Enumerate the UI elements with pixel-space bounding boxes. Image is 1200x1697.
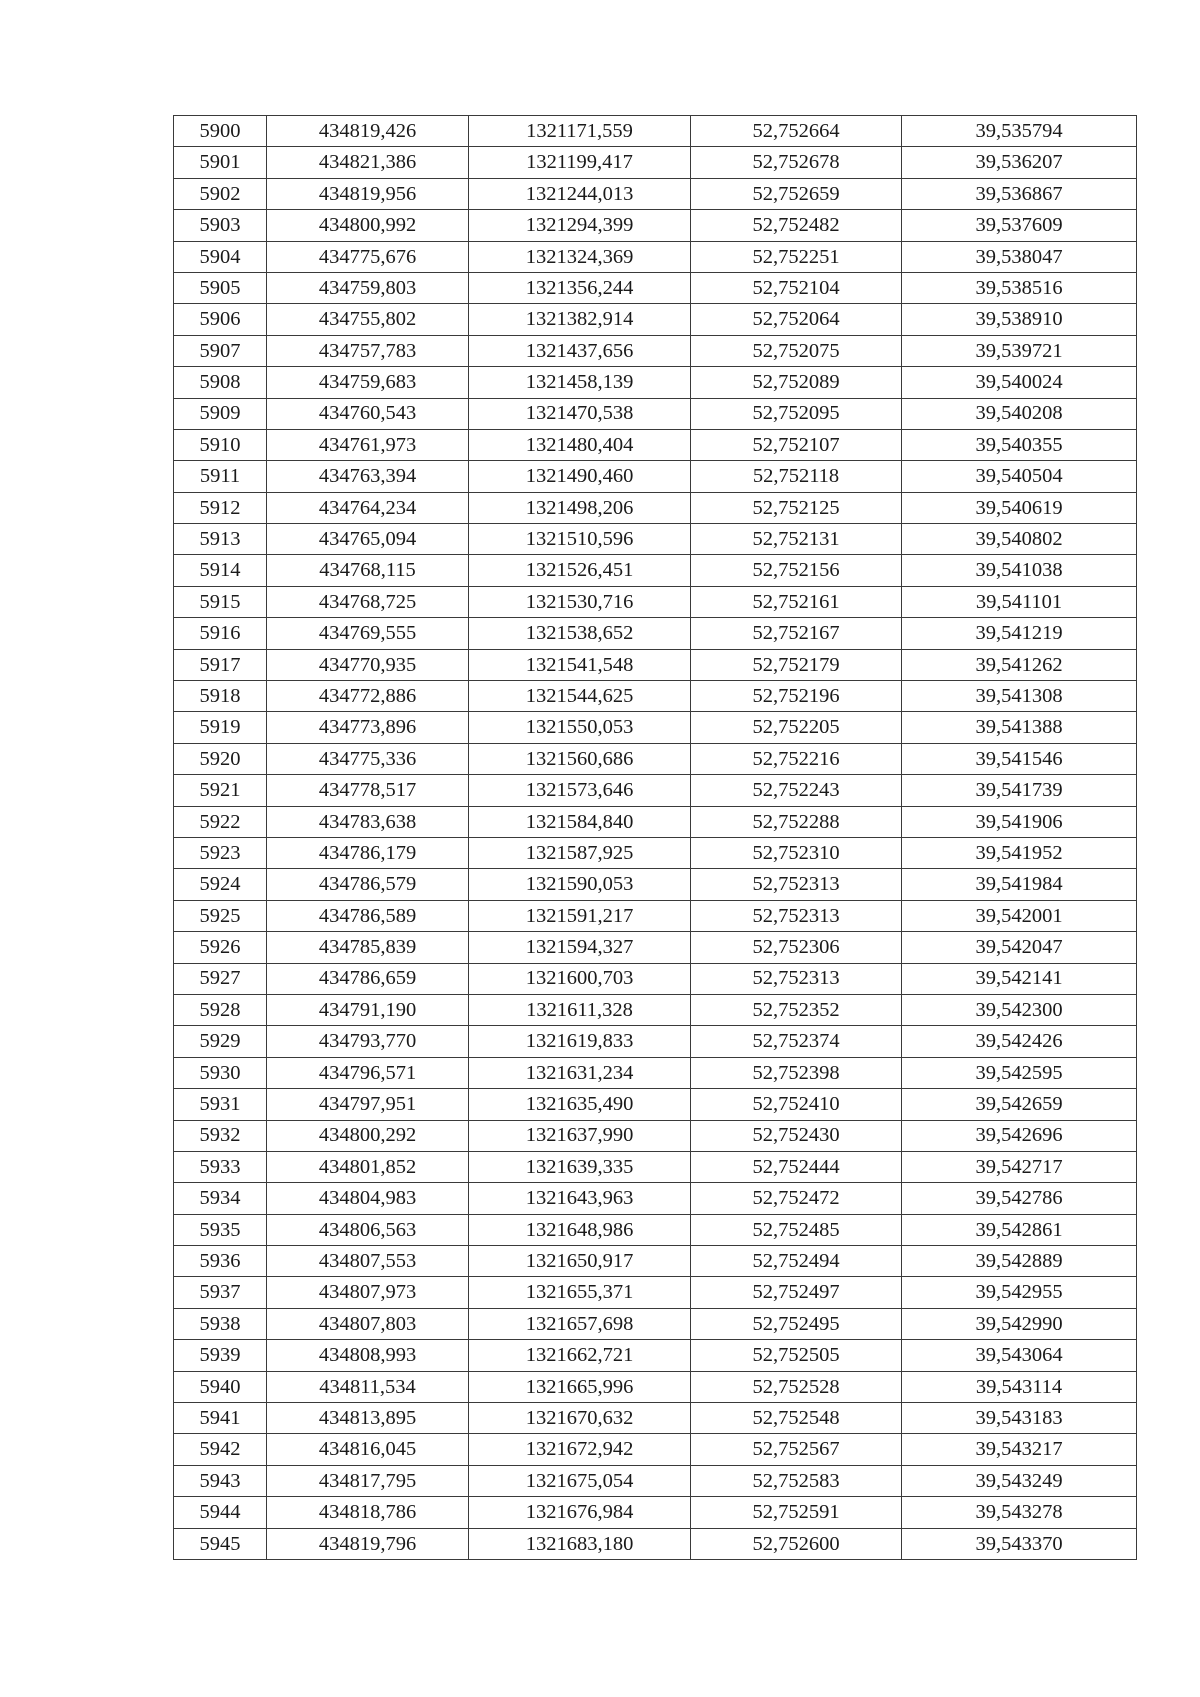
- longitude-cell: 39,541952: [902, 837, 1137, 868]
- point-number-cell: 5939: [174, 1340, 267, 1371]
- x-coordinate-cell: 434816,045: [267, 1434, 469, 1465]
- table-row: [174, 994, 1137, 1025]
- latitude-cell: 52,752161: [691, 586, 902, 617]
- latitude-cell: 52,752600: [691, 1528, 902, 1559]
- latitude-cell: 52,752205: [691, 712, 902, 743]
- table-row: [174, 178, 1137, 209]
- y-coordinate-cell: 1321662,721: [469, 1340, 691, 1371]
- latitude-cell: 52,752313: [691, 869, 902, 900]
- y-coordinate-cell: 1321611,328: [469, 994, 691, 1025]
- point-number-cell: 5933: [174, 1151, 267, 1182]
- x-coordinate-cell: 434773,896: [267, 712, 469, 743]
- latitude-cell: 52,752064: [691, 304, 902, 335]
- longitude-cell: 39,541388: [902, 712, 1137, 743]
- point-number-cell: 5911: [174, 461, 267, 492]
- longitude-cell: 39,543370: [902, 1528, 1137, 1559]
- y-coordinate-cell: 1321530,716: [469, 586, 691, 617]
- table-row: [174, 586, 1137, 617]
- table-row: [174, 241, 1137, 272]
- x-coordinate-cell: 434765,094: [267, 524, 469, 555]
- longitude-cell: 39,536867: [902, 178, 1137, 209]
- y-coordinate-cell: 1321587,925: [469, 837, 691, 868]
- latitude-cell: 52,752659: [691, 178, 902, 209]
- table-row: [174, 116, 1137, 147]
- longitude-cell: 39,542955: [902, 1277, 1137, 1308]
- latitude-cell: 52,752664: [691, 116, 902, 147]
- longitude-cell: 39,541739: [902, 775, 1137, 806]
- latitude-cell: 52,752494: [691, 1246, 902, 1277]
- table-row: [174, 461, 1137, 492]
- y-coordinate-cell: 1321643,963: [469, 1183, 691, 1214]
- table-row: [174, 147, 1137, 178]
- longitude-cell: 39,538516: [902, 272, 1137, 303]
- longitude-cell: 39,542786: [902, 1183, 1137, 1214]
- longitude-cell: 39,540504: [902, 461, 1137, 492]
- x-coordinate-cell: 434819,796: [267, 1528, 469, 1559]
- point-number-cell: 5945: [174, 1528, 267, 1559]
- point-number-cell: 5938: [174, 1308, 267, 1339]
- longitude-cell: 39,540802: [902, 524, 1137, 555]
- longitude-cell: 39,537609: [902, 210, 1137, 241]
- longitude-cell: 39,540024: [902, 367, 1137, 398]
- table-row: [174, 1308, 1137, 1339]
- x-coordinate-cell: 434759,803: [267, 272, 469, 303]
- latitude-cell: 52,752118: [691, 461, 902, 492]
- point-number-cell: 5927: [174, 963, 267, 994]
- point-number-cell: 5940: [174, 1371, 267, 1402]
- longitude-cell: 39,540619: [902, 492, 1137, 523]
- x-coordinate-cell: 434768,115: [267, 555, 469, 586]
- latitude-cell: 52,752095: [691, 398, 902, 429]
- point-number-cell: 5930: [174, 1057, 267, 1088]
- latitude-cell: 52,752310: [691, 837, 902, 868]
- latitude-cell: 52,752196: [691, 681, 902, 712]
- x-coordinate-cell: 434769,555: [267, 618, 469, 649]
- longitude-cell: 39,543278: [902, 1497, 1137, 1528]
- table-row: [174, 272, 1137, 303]
- point-number-cell: 5942: [174, 1434, 267, 1465]
- x-coordinate-cell: 434807,803: [267, 1308, 469, 1339]
- x-coordinate-cell: 434786,589: [267, 900, 469, 931]
- table-row: [174, 1528, 1137, 1559]
- latitude-cell: 52,752131: [691, 524, 902, 555]
- latitude-cell: 52,752482: [691, 210, 902, 241]
- latitude-cell: 52,752243: [691, 775, 902, 806]
- latitude-cell: 52,752472: [691, 1183, 902, 1214]
- point-number-cell: 5928: [174, 994, 267, 1025]
- y-coordinate-cell: 1321458,139: [469, 367, 691, 398]
- x-coordinate-cell: 434772,886: [267, 681, 469, 712]
- x-coordinate-cell: 434768,725: [267, 586, 469, 617]
- y-coordinate-cell: 1321591,217: [469, 900, 691, 931]
- y-coordinate-cell: 1321510,596: [469, 524, 691, 555]
- point-number-cell: 5943: [174, 1465, 267, 1496]
- point-number-cell: 5909: [174, 398, 267, 429]
- point-number-cell: 5910: [174, 429, 267, 460]
- longitude-cell: 39,542990: [902, 1308, 1137, 1339]
- x-coordinate-cell: 434804,983: [267, 1183, 469, 1214]
- x-coordinate-cell: 434801,852: [267, 1151, 469, 1182]
- point-number-cell: 5917: [174, 649, 267, 680]
- y-coordinate-cell: 1321560,686: [469, 743, 691, 774]
- table-row: [174, 1277, 1137, 1308]
- table-row: [174, 681, 1137, 712]
- point-number-cell: 5921: [174, 775, 267, 806]
- point-number-cell: 5941: [174, 1403, 267, 1434]
- latitude-cell: 52,752313: [691, 963, 902, 994]
- latitude-cell: 52,752313: [691, 900, 902, 931]
- latitude-cell: 52,752591: [691, 1497, 902, 1528]
- table-row: [174, 1089, 1137, 1120]
- longitude-cell: 39,538047: [902, 241, 1137, 272]
- y-coordinate-cell: 1321650,917: [469, 1246, 691, 1277]
- y-coordinate-cell: 1321600,703: [469, 963, 691, 994]
- point-number-cell: 5919: [174, 712, 267, 743]
- y-coordinate-cell: 1321619,833: [469, 1026, 691, 1057]
- y-coordinate-cell: 1321670,632: [469, 1403, 691, 1434]
- longitude-cell: 39,543217: [902, 1434, 1137, 1465]
- latitude-cell: 52,752444: [691, 1151, 902, 1182]
- point-number-cell: 5904: [174, 241, 267, 272]
- table-row: [174, 900, 1137, 931]
- y-coordinate-cell: 1321550,053: [469, 712, 691, 743]
- table-row: [174, 649, 1137, 680]
- latitude-cell: 52,752505: [691, 1340, 902, 1371]
- latitude-cell: 52,752497: [691, 1277, 902, 1308]
- point-number-cell: 5901: [174, 147, 267, 178]
- x-coordinate-cell: 434786,659: [267, 963, 469, 994]
- point-number-cell: 5920: [174, 743, 267, 774]
- x-coordinate-cell: 434797,951: [267, 1089, 469, 1120]
- x-coordinate-cell: 434757,783: [267, 335, 469, 366]
- longitude-cell: 39,541546: [902, 743, 1137, 774]
- y-coordinate-cell: 1321631,234: [469, 1057, 691, 1088]
- table-row: [174, 304, 1137, 335]
- latitude-cell: 52,752583: [691, 1465, 902, 1496]
- longitude-cell: 39,535794: [902, 116, 1137, 147]
- y-coordinate-cell: 1321244,013: [469, 178, 691, 209]
- longitude-cell: 39,542047: [902, 932, 1137, 963]
- y-coordinate-cell: 1321590,053: [469, 869, 691, 900]
- longitude-cell: 39,542717: [902, 1151, 1137, 1182]
- y-coordinate-cell: 1321648,986: [469, 1214, 691, 1245]
- table-row: [174, 1214, 1137, 1245]
- y-coordinate-cell: 1321538,652: [469, 618, 691, 649]
- latitude-cell: 52,752567: [691, 1434, 902, 1465]
- table-row: [174, 743, 1137, 774]
- latitude-cell: 52,752107: [691, 429, 902, 460]
- point-number-cell: 5937: [174, 1277, 267, 1308]
- point-number-cell: 5935: [174, 1214, 267, 1245]
- latitude-cell: 52,752495: [691, 1308, 902, 1339]
- table-row: [174, 1371, 1137, 1402]
- longitude-cell: 39,536207: [902, 147, 1137, 178]
- x-coordinate-cell: 434775,336: [267, 743, 469, 774]
- longitude-cell: 39,542696: [902, 1120, 1137, 1151]
- point-number-cell: 5926: [174, 932, 267, 963]
- longitude-cell: 39,542861: [902, 1214, 1137, 1245]
- table-row: [174, 775, 1137, 806]
- point-number-cell: 5923: [174, 837, 267, 868]
- y-coordinate-cell: 1321490,460: [469, 461, 691, 492]
- y-coordinate-cell: 1321544,625: [469, 681, 691, 712]
- point-number-cell: 5914: [174, 555, 267, 586]
- table-row: [174, 963, 1137, 994]
- table-row: [174, 1057, 1137, 1088]
- longitude-cell: 39,541308: [902, 681, 1137, 712]
- longitude-cell: 39,539721: [902, 335, 1137, 366]
- table-row: [174, 1497, 1137, 1528]
- latitude-cell: 52,752352: [691, 994, 902, 1025]
- x-coordinate-cell: 434806,563: [267, 1214, 469, 1245]
- longitude-cell: 39,542300: [902, 994, 1137, 1025]
- table-row: [174, 429, 1137, 460]
- point-number-cell: 5912: [174, 492, 267, 523]
- table-row: [174, 1026, 1137, 1057]
- y-coordinate-cell: 1321294,399: [469, 210, 691, 241]
- y-coordinate-cell: 1321637,990: [469, 1120, 691, 1151]
- table-row: [174, 1434, 1137, 1465]
- y-coordinate-cell: 1321498,206: [469, 492, 691, 523]
- x-coordinate-cell: 434800,292: [267, 1120, 469, 1151]
- y-coordinate-cell: 1321655,371: [469, 1277, 691, 1308]
- table-row: [174, 712, 1137, 743]
- latitude-cell: 52,752306: [691, 932, 902, 963]
- y-coordinate-cell: 1321171,559: [469, 116, 691, 147]
- table-row: [174, 618, 1137, 649]
- point-number-cell: 5944: [174, 1497, 267, 1528]
- point-number-cell: 5905: [174, 272, 267, 303]
- y-coordinate-cell: 1321584,840: [469, 806, 691, 837]
- x-coordinate-cell: 434785,839: [267, 932, 469, 963]
- table-row: [174, 1340, 1137, 1371]
- table-row: [174, 492, 1137, 523]
- x-coordinate-cell: 434763,394: [267, 461, 469, 492]
- x-coordinate-cell: 434791,190: [267, 994, 469, 1025]
- y-coordinate-cell: 1321639,335: [469, 1151, 691, 1182]
- coordinates-table-body: [174, 116, 1137, 1560]
- latitude-cell: 52,752528: [691, 1371, 902, 1402]
- point-number-cell: 5915: [174, 586, 267, 617]
- y-coordinate-cell: 1321594,327: [469, 932, 691, 963]
- latitude-cell: 52,752548: [691, 1403, 902, 1434]
- longitude-cell: 39,542659: [902, 1089, 1137, 1120]
- latitude-cell: 52,752156: [691, 555, 902, 586]
- longitude-cell: 39,541101: [902, 586, 1137, 617]
- longitude-cell: 39,541984: [902, 869, 1137, 900]
- point-number-cell: 5916: [174, 618, 267, 649]
- latitude-cell: 52,752288: [691, 806, 902, 837]
- table-row: [174, 837, 1137, 868]
- latitude-cell: 52,752216: [691, 743, 902, 774]
- point-number-cell: 5906: [174, 304, 267, 335]
- y-coordinate-cell: 1321573,646: [469, 775, 691, 806]
- x-coordinate-cell: 434819,426: [267, 116, 469, 147]
- table-row: [174, 335, 1137, 366]
- point-number-cell: 5924: [174, 869, 267, 900]
- table-row: [174, 932, 1137, 963]
- table-row: [174, 1465, 1137, 1496]
- latitude-cell: 52,752179: [691, 649, 902, 680]
- x-coordinate-cell: 434760,543: [267, 398, 469, 429]
- point-number-cell: 5903: [174, 210, 267, 241]
- y-coordinate-cell: 1321437,656: [469, 335, 691, 366]
- point-number-cell: 5908: [174, 367, 267, 398]
- y-coordinate-cell: 1321199,417: [469, 147, 691, 178]
- x-coordinate-cell: 434793,770: [267, 1026, 469, 1057]
- y-coordinate-cell: 1321382,914: [469, 304, 691, 335]
- x-coordinate-cell: 434807,553: [267, 1246, 469, 1277]
- table-row: [174, 869, 1137, 900]
- longitude-cell: 39,538910: [902, 304, 1137, 335]
- y-coordinate-cell: 1321541,548: [469, 649, 691, 680]
- y-coordinate-cell: 1321672,942: [469, 1434, 691, 1465]
- x-coordinate-cell: 434786,579: [267, 869, 469, 900]
- x-coordinate-cell: 434808,993: [267, 1340, 469, 1371]
- latitude-cell: 52,752485: [691, 1214, 902, 1245]
- point-number-cell: 5918: [174, 681, 267, 712]
- table-row: [174, 1151, 1137, 1182]
- table-row: [174, 1403, 1137, 1434]
- latitude-cell: 52,752104: [691, 272, 902, 303]
- x-coordinate-cell: 434811,534: [267, 1371, 469, 1402]
- longitude-cell: 39,542426: [902, 1026, 1137, 1057]
- y-coordinate-cell: 1321676,984: [469, 1497, 691, 1528]
- point-number-cell: 5936: [174, 1246, 267, 1277]
- y-coordinate-cell: 1321675,054: [469, 1465, 691, 1496]
- x-coordinate-cell: 434786,179: [267, 837, 469, 868]
- longitude-cell: 39,540208: [902, 398, 1137, 429]
- longitude-cell: 39,542889: [902, 1246, 1137, 1277]
- y-coordinate-cell: 1321526,451: [469, 555, 691, 586]
- longitude-cell: 39,541906: [902, 806, 1137, 837]
- x-coordinate-cell: 434783,638: [267, 806, 469, 837]
- longitude-cell: 39,543114: [902, 1371, 1137, 1402]
- longitude-cell: 39,540355: [902, 429, 1137, 460]
- y-coordinate-cell: 1321683,180: [469, 1528, 691, 1559]
- longitude-cell: 39,542001: [902, 900, 1137, 931]
- x-coordinate-cell: 434818,786: [267, 1497, 469, 1528]
- table-row: [174, 367, 1137, 398]
- longitude-cell: 39,543183: [902, 1403, 1137, 1434]
- y-coordinate-cell: 1321324,369: [469, 241, 691, 272]
- y-coordinate-cell: 1321356,244: [469, 272, 691, 303]
- x-coordinate-cell: 434807,973: [267, 1277, 469, 1308]
- latitude-cell: 52,752167: [691, 618, 902, 649]
- x-coordinate-cell: 434755,802: [267, 304, 469, 335]
- x-coordinate-cell: 434813,895: [267, 1403, 469, 1434]
- latitude-cell: 52,752089: [691, 367, 902, 398]
- x-coordinate-cell: 434759,683: [267, 367, 469, 398]
- table-row: [174, 398, 1137, 429]
- latitude-cell: 52,752678: [691, 147, 902, 178]
- longitude-cell: 39,541038: [902, 555, 1137, 586]
- point-number-cell: 5922: [174, 806, 267, 837]
- point-number-cell: 5900: [174, 116, 267, 147]
- longitude-cell: 39,541262: [902, 649, 1137, 680]
- y-coordinate-cell: 1321665,996: [469, 1371, 691, 1402]
- point-number-cell: 5902: [174, 178, 267, 209]
- table-row: [174, 1183, 1137, 1214]
- x-coordinate-cell: 434817,795: [267, 1465, 469, 1496]
- x-coordinate-cell: 434800,992: [267, 210, 469, 241]
- x-coordinate-cell: 434770,935: [267, 649, 469, 680]
- point-number-cell: 5931: [174, 1089, 267, 1120]
- point-number-cell: 5934: [174, 1183, 267, 1214]
- x-coordinate-cell: 434764,234: [267, 492, 469, 523]
- longitude-cell: 39,543064: [902, 1340, 1137, 1371]
- longitude-cell: 39,542141: [902, 963, 1137, 994]
- x-coordinate-cell: 434821,386: [267, 147, 469, 178]
- table-row: [174, 806, 1137, 837]
- latitude-cell: 52,752125: [691, 492, 902, 523]
- table-row: [174, 210, 1137, 241]
- point-number-cell: 5929: [174, 1026, 267, 1057]
- latitude-cell: 52,752430: [691, 1120, 902, 1151]
- longitude-cell: 39,542595: [902, 1057, 1137, 1088]
- x-coordinate-cell: 434819,956: [267, 178, 469, 209]
- table-row: [174, 555, 1137, 586]
- y-coordinate-cell: 1321657,698: [469, 1308, 691, 1339]
- table-row: [174, 1246, 1137, 1277]
- coordinates-table: [173, 115, 1137, 1560]
- table-row: [174, 524, 1137, 555]
- latitude-cell: 52,752410: [691, 1089, 902, 1120]
- longitude-cell: 39,543249: [902, 1465, 1137, 1496]
- x-coordinate-cell: 434761,973: [267, 429, 469, 460]
- table-row: [174, 1120, 1137, 1151]
- latitude-cell: 52,752374: [691, 1026, 902, 1057]
- point-number-cell: 5925: [174, 900, 267, 931]
- latitude-cell: 52,752251: [691, 241, 902, 272]
- x-coordinate-cell: 434796,571: [267, 1057, 469, 1088]
- latitude-cell: 52,752075: [691, 335, 902, 366]
- y-coordinate-cell: 1321470,538: [469, 398, 691, 429]
- point-number-cell: 5913: [174, 524, 267, 555]
- longitude-cell: 39,541219: [902, 618, 1137, 649]
- x-coordinate-cell: 434778,517: [267, 775, 469, 806]
- point-number-cell: 5907: [174, 335, 267, 366]
- y-coordinate-cell: 1321480,404: [469, 429, 691, 460]
- x-coordinate-cell: 434775,676: [267, 241, 469, 272]
- latitude-cell: 52,752398: [691, 1057, 902, 1088]
- point-number-cell: 5932: [174, 1120, 267, 1151]
- y-coordinate-cell: 1321635,490: [469, 1089, 691, 1120]
